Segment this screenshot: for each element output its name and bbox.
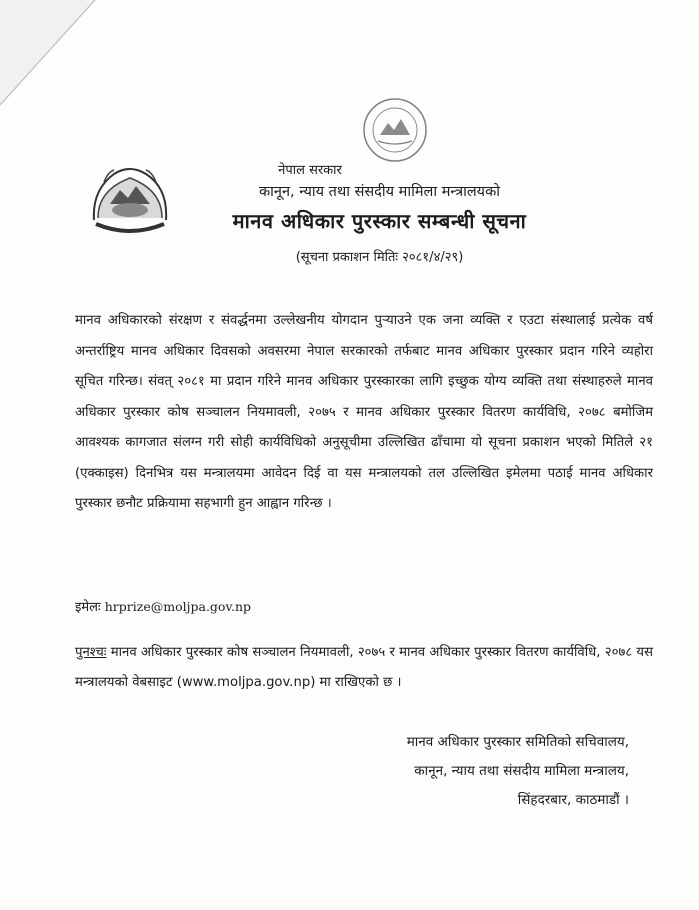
notice-title: मानव अधिकार पुरस्कार सम्बन्धी सूचना [232, 209, 527, 233]
office-stamp-seal [360, 95, 430, 165]
folded-corner [0, 0, 120, 120]
notice-paragraph: मानव अधिकारको संरक्षण र संवर्द्धनमा उल्लेखनीय योगदान पुर्‍याउने एक जना व्यक्ति र एउटा संस्थालाई प्रत्येक वर्ष अन्तर्राष्ट्रिय मानव अधिकार दिवसको अवसरमा नेपाल सरकारको तर्फबाट मानव अधिकार पुरस्कार प्रदान गरिने व्यहोरा सूचित गरिन्छ। संवत् २०८१ मा प्रदान गरिने मानव अधिकार पुरस्कारका लागि इच्छुक योग्य व्यक्ति तथा संस्थाहरुले मानव अधिकार पुरस्कार कोष सञ्चालन नियमावली, २०७५ र मानव अधिकार पुरस्कार वितरण कार्यविधि, २०७८ बमोजिम आवश्यक कागजात संलग्न गरी सोही कार्यविधिको अनुसूचीमा उल्लिखित ढाँचामा यो सूचना प्रकाशन भएको मितिले २१ (एक्काइस) दिनभित्र यस मन्त्रालयमा आवेदन दिई वा यस मन्त्रालयको तल उल्लिखित इमेलमा पठाई मानव अधिकार पुरस्कार छनौट प्रक्रियामा सहभागी हुन आह्वान गरिन्छ । [75, 313, 653, 511]
publication-date: (सूचना प्रकाशन मितिः २०८१/४/२९) [295, 250, 464, 265]
government-name: नेपाल सरकार [278, 163, 342, 178]
postscript-label: पुनश्चः [75, 645, 107, 660]
ministry-name: कानून, न्याय तथा संसदीय मामिला मन्त्रालयको [259, 184, 500, 200]
signature-block [407, 728, 629, 815]
email-label: इमेलः [75, 600, 101, 615]
signature-line-3: सिंहदरबार, काठमाडौं । [517, 792, 629, 808]
email-line [75, 597, 251, 615]
email-address[interactable]: hrprize@moljpa.gov.np [104, 599, 252, 614]
postscript [75, 638, 653, 698]
signature-line-1: मानव अधिकार पुरस्कार समितिको सचिवालय, [406, 734, 629, 750]
signature-line-2: कानून, न्याय तथा संसदीय मामिला मन्त्रालय, [414, 763, 629, 779]
postscript-text: मानव अधिकार पुरस्कार कोष सञ्चालन नियमावली, २०७५ र मानव अधिकार पुरस्कार वितरण कार्यविधि, २०७८ यस मन्त्रालयको वेबसाइट (www.moljpa.gov.np) मा राखिएको छ । [75, 645, 653, 690]
